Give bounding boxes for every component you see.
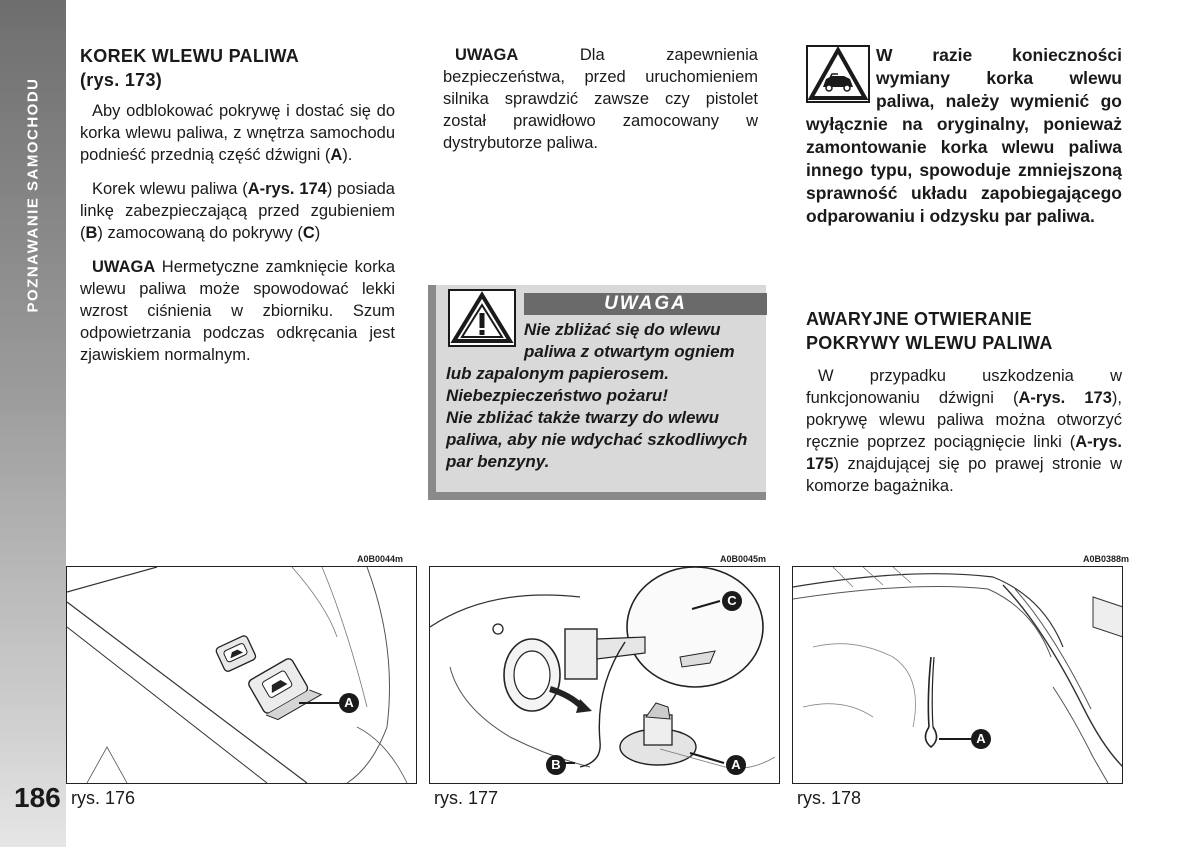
warning-title: UWAGA: [524, 293, 767, 315]
section-heading-emergency: AWARYJNE OTWIERANIE POKRYWY WLEWU PALIWA: [806, 309, 1053, 353]
callout-a: A: [726, 755, 746, 775]
paragraph-emergency-open: W przypadku uszkodzenia w funkcjonowaniu dźwigni (A-rys. 173), pokrywę wlewu paliwa można otworzyć ręcznie poprzez pociągnięcie linki (A-rys. 175) znajdującej się po prawej stronie w komorze bagażnika.: [806, 367, 1123, 495]
paragraph-pump-note: UWAGA Dla zapewnienia bezpieczeństwa, przed uruchomieniem silnika sprawdzić zawsze czy pistolet został prawidłowo zamocowany w dystrybutorze paliwa.: [443, 46, 758, 152]
page-number: 186: [14, 782, 61, 813]
warning-text: Nie zbliżać się do wlewu paliwa z otwartym ogniem lub zapalonym papierosem. Niebezpieczeństwo pożaru! Nie zbliżać także twarzy do wlewu paliwa, aby nie wdychać szkodliwych par benzyny.: [446, 320, 748, 471]
figure-fuel-cap: [429, 566, 780, 784]
figure-fuel-lever: [66, 566, 417, 784]
heading-line-1: KOREK WLEWU PALIWA: [80, 46, 300, 66]
section-heading-fuel-cap: [80, 44, 395, 92]
paragraph-unlock: Aby odblokować pokrywę i dostać się do korka wlewu paliwa, z wnętrza samochodu podnieść przednią część dźwigni (A).: [80, 102, 395, 164]
sidebar-tab: [0, 0, 66, 847]
section-title: POZNAWANIE SAMOCHODU: [24, 77, 42, 313]
paragraph-cap-link: Korek wlewu paliwa (A-rys. 174) posiada linkę zabezpieczającą przed zgubieniem (B) zamocowaną do pokrywy (C): [80, 180, 395, 242]
column-3: [806, 307, 1122, 509]
callout-a: A: [339, 693, 359, 713]
callout-a: A: [971, 729, 991, 749]
figure-code: A0B0388m: [1083, 554, 1130, 564]
figure-caption: rys. 177: [434, 788, 499, 808]
column-2: [443, 44, 758, 166]
figure-trunk-release-cable: [792, 566, 1123, 784]
figure-caption: rys. 178: [797, 788, 862, 808]
caution-text: W razie konieczności wymiany korka wlewu paliwa, należy wymienić go wyłącznie na oryginalny, ponieważ zamontowanie korka wlewu paliwa innego typu, spowoduje zmniejszoną sprawność układu zapobiegającego odparowaniu i odzysku par paliwa.: [806, 45, 1122, 226]
figure-code: A0B0045m: [720, 554, 767, 564]
callout-b: B: [546, 755, 566, 775]
warning-box: [428, 285, 766, 500]
paragraph-pressure-note: UWAGA Hermetyczne zamknięcie korka wlewu paliwa może spowodować lekki wzrost ciśnienia w zbiorniku. Szum odpowietrzania podczas odkręcania jest zjawiskiem normalnym.: [80, 258, 395, 364]
figure-code: A0B0044m: [357, 554, 404, 564]
heading-line-2: (rys. 173): [80, 70, 163, 90]
figure-caption: rys. 176: [71, 788, 136, 808]
callout-c: C: [722, 591, 742, 611]
column-1: [80, 44, 395, 378]
